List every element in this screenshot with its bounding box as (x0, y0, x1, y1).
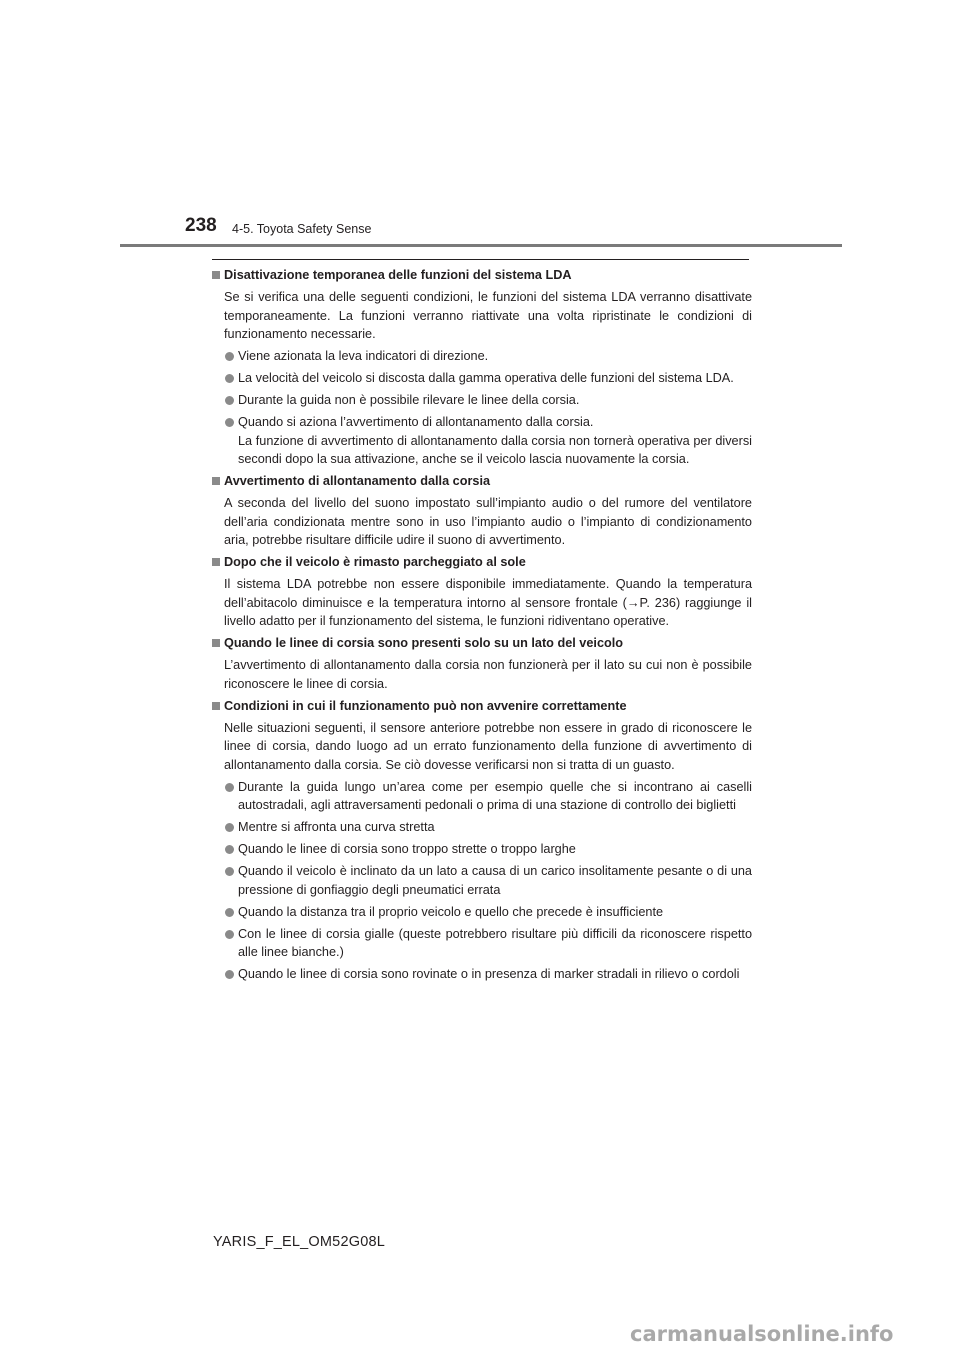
section-paragraph: A seconda del livello del suono impostato sull’impianto audio o del rumore del ventilatore dell’aria condizionata mentre sono in uso l’impianto audio o l’impianto di condizionamento aria, potrebbe risultare difficile udire il suono di avvertimento. (224, 496, 752, 547)
round-bullet-icon (225, 970, 234, 979)
document-code: YARIS_F_EL_OM52G08L (213, 1234, 385, 1250)
header-rule (120, 244, 842, 247)
list-item-text: Quando si aziona l’avvertimento di allontanamento dalla corsia. (238, 415, 594, 429)
square-bullet-icon (212, 639, 220, 647)
list-item-text: Mentre si affronta una curva stretta (238, 820, 435, 834)
round-bullet-icon (225, 396, 234, 405)
list-item-text: Con le linee di corsia gialle (queste potrebbero risultare più difficili da riconoscere rispetto alle linee bianche.) (238, 926, 752, 959)
section-heading-text: Avvertimento di allontanamento dalla corsia (224, 474, 491, 488)
list-item-text: Quando le linee di corsia sono troppo strette o troppo larghe (238, 842, 576, 856)
section-lines-one-side (212, 634, 752, 693)
list-item (212, 391, 752, 410)
section-title: 4-5. Toyota Safety Sense (232, 222, 372, 236)
section-heading (212, 472, 752, 491)
list-item (212, 347, 752, 366)
list-item-text: Durante la guida non è possibile rilevare le linee della corsia. (238, 393, 580, 407)
list-item (212, 965, 752, 984)
section-parked-in-sun (212, 553, 752, 631)
round-bullet-icon (225, 867, 234, 876)
list-item (212, 778, 752, 815)
round-bullet-icon (225, 930, 234, 939)
list-item (212, 862, 752, 899)
list-item-text: Quando la distanza tra il proprio veicolo e quello che precede è insufficiente (238, 904, 664, 919)
section-heading (212, 634, 752, 653)
section-paragraph: Se si verifica una delle seguenti condizioni, le funzioni del sistema LDA verranno disattivate temporaneamente. La funzioni verranno riattivate una volta ripristinate le condizioni di funzionamento necessarie. (224, 290, 752, 341)
list-item (212, 369, 752, 388)
section-heading (212, 697, 752, 716)
list-item-text: Durante la guida lungo un’area come per esempio quelle che si incontrano ai caselli autostradali, agli attraversamenti pedonali o prima di una stazione di controllo dei biglietti (238, 779, 752, 812)
list-item-subtext: La funzione di avvertimento di allontanamento dalla corsia non tornerà operativa per diversi secondi dopo la sua attivazione, anche se il veicolo lascia nuovamente la corsia. (238, 433, 752, 466)
list-item-text: La velocità del veicolo si discosta dalla gamma operativa delle funzioni del sistema LDA. (238, 371, 734, 385)
square-bullet-icon (212, 702, 220, 710)
list-item-text: Quando il veicolo è inclinato da un lato a causa di un carico insolitamente pesante o di una pressione di gonfiaggio degli pneumatici errata (238, 864, 752, 897)
square-bullet-icon (212, 558, 220, 566)
content-top-rule (212, 259, 749, 260)
list-item (212, 840, 752, 859)
content-body (212, 266, 752, 987)
square-bullet-icon (212, 271, 220, 279)
section-lda-temporary-deactivation (212, 266, 752, 469)
section-heading-text: Condizioni in cui il funzionamento può non avvenire correttamente (224, 698, 627, 713)
section-malfunction-conditions (212, 697, 752, 984)
round-bullet-icon (225, 352, 234, 361)
list-item (212, 925, 752, 962)
section-paragraph: Nelle situazioni seguenti, il sensore anteriore potrebbe non essere in grado di riconoscere le linee di corsia, dando luogo ad un errato funzionamento della funzione di avvertimento di allontanamento dalla corsia. Se ciò dovesse verificarsi non si tratta di un guasto. (224, 720, 752, 772)
section-heading-text: Quando le linee di corsia sono presenti solo su un lato del veicolo (224, 636, 624, 650)
page-number: 238 (185, 215, 217, 236)
round-bullet-icon (225, 783, 234, 792)
section-paragraph: L’avvertimento di allontanamento dalla corsia non funzionerà per il lato su cui non è possibile riconoscere le linee di corsia. (224, 658, 752, 691)
section-heading-text: Disattivazione temporanea delle funzioni del sistema LDA (224, 268, 572, 282)
list-item (212, 903, 752, 922)
section-heading (212, 553, 752, 572)
round-bullet-icon (225, 418, 234, 427)
square-bullet-icon (212, 477, 220, 485)
section-heading (212, 266, 752, 285)
list-item (212, 413, 752, 469)
watermark: carmanualsonline.info (630, 1322, 894, 1346)
section-lane-departure-warning (212, 472, 752, 550)
section-heading-text: Dopo che il veicolo è rimasto parcheggiato al sole (224, 555, 526, 569)
round-bullet-icon (225, 374, 234, 383)
round-bullet-icon (225, 823, 234, 832)
list-item-text: Quando le linee di corsia sono rovinate o in presenza di marker stradali in rilievo o cordoli (238, 967, 740, 981)
round-bullet-icon (225, 845, 234, 854)
list-item-text: Viene azionata la leva indicatori di direzione. (238, 349, 489, 363)
section-paragraph: Il sistema LDA potrebbe non essere disponibile immediatamente. Quando la temperatura dell’abitacolo diminuisce e la temperatura intorno al sensore frontale (→P. 236) raggiunge il livello adatto per il funzionamento del sistema, le funzioni ridiventano operative. (224, 577, 752, 628)
round-bullet-icon (225, 908, 234, 917)
list-item (212, 818, 752, 837)
